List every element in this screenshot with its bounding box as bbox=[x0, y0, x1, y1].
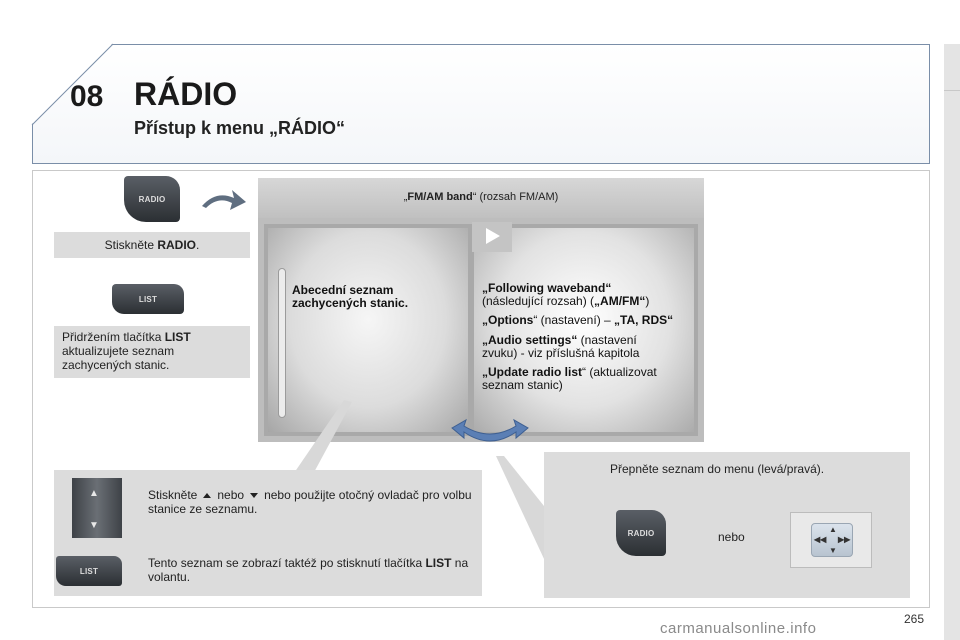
swap-arrows-icon bbox=[448, 418, 532, 458]
play-icon bbox=[486, 228, 500, 244]
control-up-icon: ▲ bbox=[829, 525, 837, 534]
switch-list-instruction-text: Přepněte seznam do menu (levá/pravá). bbox=[610, 462, 825, 476]
options-menu-pane bbox=[474, 228, 694, 432]
menu-item-audio-settings: „Audio settings“ (nastavení zvuku) - viz příslušná kapitola bbox=[482, 333, 640, 360]
list-button-illustration: LIST bbox=[112, 284, 184, 314]
radio-button-illustration-2: RADIO bbox=[616, 510, 666, 556]
chapter-title: RÁDIO bbox=[134, 76, 238, 112]
right-arrow-icon bbox=[200, 186, 248, 214]
control-right-icon: ▶▶ bbox=[838, 535, 851, 544]
side-rail-divider bbox=[944, 90, 960, 91]
header-cut-corner bbox=[31, 43, 113, 125]
control-left-icon: ◀◀ bbox=[814, 535, 827, 544]
radio-button-illustration: RADIO bbox=[124, 176, 180, 222]
menu-item-following-waveband: „Following waveband“ (následující rozsah) („AM/FM“) bbox=[482, 281, 650, 308]
screen-title-bar: „FM/AM band“ (rozsah FM/AM) bbox=[258, 178, 704, 218]
steering-control-illustration bbox=[790, 512, 872, 568]
page-side-rail bbox=[944, 44, 960, 640]
control-down-icon: ▼ bbox=[829, 546, 837, 555]
up-arrow-icon: ▲ bbox=[89, 488, 99, 499]
steering-list-button-illustration: LIST bbox=[56, 556, 122, 586]
list-steering-instruction-text: Tento seznam se zobrazí taktéž po stisknutí tlačítka LIST na volantu. bbox=[148, 556, 469, 584]
chapter-number: 08 bbox=[70, 80, 104, 113]
steering-control-pad bbox=[811, 523, 853, 557]
station-list-caption: Abecední seznam zachycených stanic. bbox=[292, 283, 409, 310]
or-label: nebo bbox=[718, 530, 745, 544]
page-number: 265 bbox=[904, 612, 925, 626]
watermark: carmanualsonline.info bbox=[660, 620, 817, 637]
down-arrow-icon: ▼ bbox=[89, 520, 99, 531]
play-tab bbox=[472, 222, 512, 252]
section-subtitle: Přístup k menu „RÁDIO“ bbox=[134, 118, 346, 138]
hold-list-label: Přidržením tlačítka LIST aktualizujete seznam zachycených stanic. bbox=[54, 326, 250, 378]
menu-item-options: „Options“ (nastavení) – „TA, RDS“ bbox=[482, 313, 674, 327]
up-triangle-icon bbox=[203, 493, 211, 498]
up-down-buttons-illustration bbox=[72, 478, 122, 538]
scrollbar bbox=[278, 268, 286, 418]
scroll-instruction-text: Stiskněte nebo nebo použijte otočný ovladač pro volbu stanice ze seznamu. bbox=[148, 488, 472, 516]
down-triangle-icon bbox=[250, 493, 258, 498]
menu-item-update-radio-list: „Update radio list“ (aktualizovat seznam stanic) bbox=[482, 365, 657, 392]
press-radio-label: Stiskněte RADIO. bbox=[54, 232, 250, 258]
callout-wedge-left bbox=[292, 400, 352, 476]
